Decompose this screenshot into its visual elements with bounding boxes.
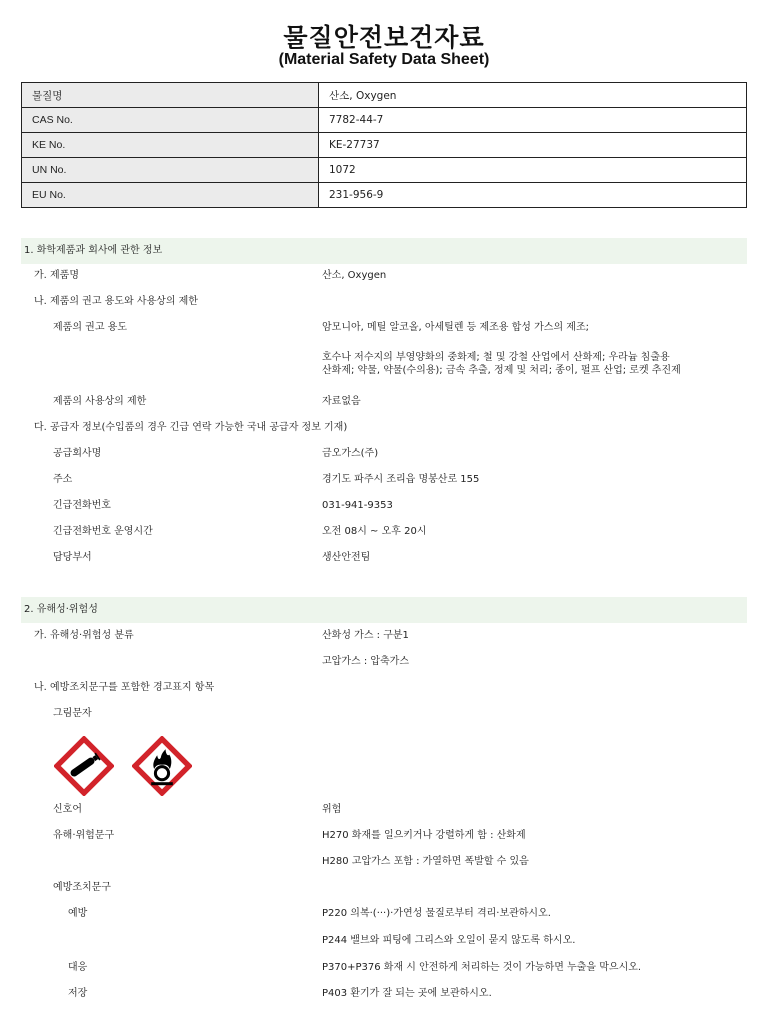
section-2-heading: 2. 유해성·위험성 <box>21 597 747 623</box>
emergency-phone-value: 031-941-9353 <box>322 500 393 511</box>
address-value: 경기도 파주시 조리읍 명봉산로 155 <box>322 474 480 485</box>
department-value: 생산안전팀 <box>322 552 371 563</box>
table-row <box>22 183 747 208</box>
emergency-phone-label: 긴급전화번호 <box>53 500 111 511</box>
classification-label: 가. 유해성·위험성 분류 <box>34 630 134 641</box>
table-row <box>22 158 747 183</box>
classification-value: 산화성 가스 : 구분1 <box>322 630 409 641</box>
table-row <box>22 83 747 108</box>
table-value: 1072 <box>319 158 747 183</box>
recommended-use-value: 호수나 저수지의 부영양화의 중화제; 철 및 강철 산업에서 산화제; 우라늄 침출용 <box>322 352 670 363</box>
emergency-hours-value: 오전 08시 ~ 오후 20시 <box>322 526 427 537</box>
table-label: KE No. <box>22 133 319 158</box>
hazard-statement-value: H270 화재를 일으키거나 강렬하게 함 : 산화제 <box>322 830 526 841</box>
table-label: EU No. <box>22 183 319 208</box>
document-subtitle: (Material Safety Data Sheet) <box>278 51 490 68</box>
signal-word-label: 신호어 <box>53 804 82 815</box>
gas-cylinder-icon <box>54 736 114 796</box>
restriction-value: 자료없음 <box>322 396 361 407</box>
section-1-heading: 1. 화학제품과 회사에 관한 정보 <box>21 238 747 264</box>
department-label: 담당부서 <box>53 552 92 563</box>
product-name-label: 가. 제품명 <box>34 270 79 281</box>
address-label: 주소 <box>53 474 73 485</box>
table-label: 물질명 <box>22 83 319 108</box>
label-elements-heading: 나. 예방조치문구를 포함한 경고표지 항목 <box>34 682 215 693</box>
table-label: UN No. <box>22 158 319 183</box>
recommended-use-value: 산화제; 약물, 약물(수의용); 금속 추출, 정제 및 처리; 종이, 펄프 산업; 로켓 추진제 <box>322 365 681 376</box>
classification-value: 고압가스 : 압축가스 <box>322 656 410 667</box>
supplier-heading: 다. 공급자 정보(수입품의 경우 긴급 연락 가능한 국내 공급자 정보 기재) <box>34 422 348 433</box>
table-row <box>22 108 747 133</box>
table-label: CAS No. <box>22 108 319 133</box>
identification-table <box>21 82 747 208</box>
hazard-statement-label: 유해·위험문구 <box>53 830 115 841</box>
pictogram-label: 그림문자 <box>53 708 92 719</box>
table-value: 231-956-9 <box>319 183 747 208</box>
precaution-p370: P370+P376 화재 시 안전하게 처리하는 것이 가능하면 누출을 막으시오. <box>322 962 642 973</box>
table-value: 산소, Oxygen <box>319 83 747 108</box>
precaution-p403: P403 환기가 잘 되는 곳에 보관하시오. <box>322 988 492 999</box>
prevention-label: 예방 <box>68 908 88 919</box>
use-heading: 나. 제품의 권고 용도와 사용상의 제한 <box>34 296 198 307</box>
recommended-use-value: 암모니아, 메틸 알코올, 아세틸렌 등 제조용 합성 가스의 제조; <box>322 322 589 333</box>
table-value: KE-27737 <box>319 133 747 158</box>
product-name-value: 산소, Oxygen <box>322 270 387 281</box>
table-row <box>22 133 747 158</box>
response-label: 대응 <box>68 962 88 973</box>
company-label: 공급회사명 <box>53 448 102 459</box>
flame-over-circle-icon <box>132 736 192 796</box>
emergency-hours-label: 긴급전화번호 운영시간 <box>53 526 153 537</box>
restriction-label: 제품의 사용상의 제한 <box>53 396 147 407</box>
precautionary-label: 예방조치문구 <box>53 882 111 893</box>
company-value: 금오가스(주) <box>322 448 379 459</box>
document-title: 물질안전보건자료 <box>283 23 485 52</box>
precaution-p244: P244 밸브와 피팅에 그리스와 오일이 묻지 않도록 하시오. <box>322 935 576 946</box>
signal-word-value: 위험 <box>322 804 342 815</box>
storage-label: 저장 <box>68 988 88 999</box>
table-value: 7782-44-7 <box>319 108 747 133</box>
precaution-p220: P220 의복·(···)·가연성 물질로부터 격리·보관하시오. <box>322 908 551 919</box>
hazard-statement-value: H280 고압가스 포함 : 가열하면 폭발할 수 있음 <box>322 856 529 867</box>
recommended-use-label: 제품의 권고 용도 <box>53 322 127 333</box>
